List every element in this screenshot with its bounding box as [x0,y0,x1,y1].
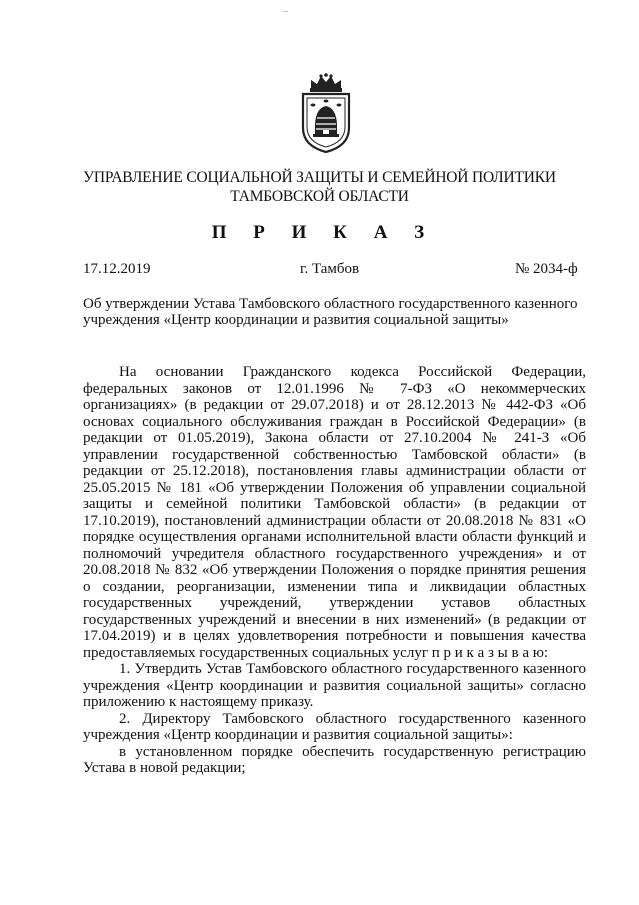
document-number: № 2034-ф [515,261,578,277]
body-paragraph-item-2-sub: в установленном порядке обеспечить государственную регистрацию Устава в новой редакции; [83,743,586,776]
document-subject: Об утверждении Устава Тамбовского областного государственного казенного учреждения «Центр координации и развития социальной защиты» [83,296,578,328]
organization-name-line1: УПРАВЛЕНИЕ СОЦИАЛЬНОЙ ЗАЩИТЫ И СЕМЕЙНОЙ ПОЛИТИКИ [83,169,556,186]
document-type-title: П Р И К А З [211,222,436,243]
body-paragraph-item-1: 1. Утвердить Устав Тамбовского областного государственного казенного учреждения «Центр координации и развития социальной защиты» согласно приложению к настоящему приказу. [83,661,586,710]
coat-of-arms-icon [297,72,355,154]
document-body [83,364,586,777]
body-paragraph-item-2: 2. Директору Тамбовского областного государственного казенного учреждения «Центр координации и развития социальной защиты»: [83,710,586,743]
organization-name-line2: ТАМБОВСКОЙ ОБЛАСТИ [230,188,409,205]
body-paragraph-preamble: На основании Гражданского кодекса Российской Федерации, федеральных законов от 12.01.1996 № 7-ФЗ «О некоммерческих организациях» (в редакции от 29.07.2018) и от 28.12.2013 № 442-ФЗ «Об основах социального обслуживания граждан в Российской Федерации» (в редакции от 01.05.2019), Закона области от 27.10.2004 № 241-З «Об управлении государственной собственностью Тамбовской области» (в редакции от 25.12.2018), постановления главы администрации области от 25.05.2015 № 181 «Об утверждении Положения об управлении социальной защиты и семейной политики Тамбовской области» (в редакции от 17.10.2019), постановлений администрации области от 20.08.2018 № 831 «О порядке осуществления органами исполнительной власти области функций и полномочий учредителя областного государственного учреждения» и от 20.08.2018 № 832 «Об утверждении Положения о порядке принятия решения о создании, реорганизации, изменении типа и ликвидации областных государственных учреждений, утверждении уставов областных государственных учреждений и внесении в них изменений» (в редакции от 17.04.2019) и в целях удовлетворения потребности и повышения качества предоставляемых государственных социальных услуг п р и к а з ы в а ю: [83,364,586,661]
document-date: 17.12.2019 [83,261,151,277]
page-top-mark: – [283,6,288,16]
document-city: г. Тамбов [300,261,360,277]
